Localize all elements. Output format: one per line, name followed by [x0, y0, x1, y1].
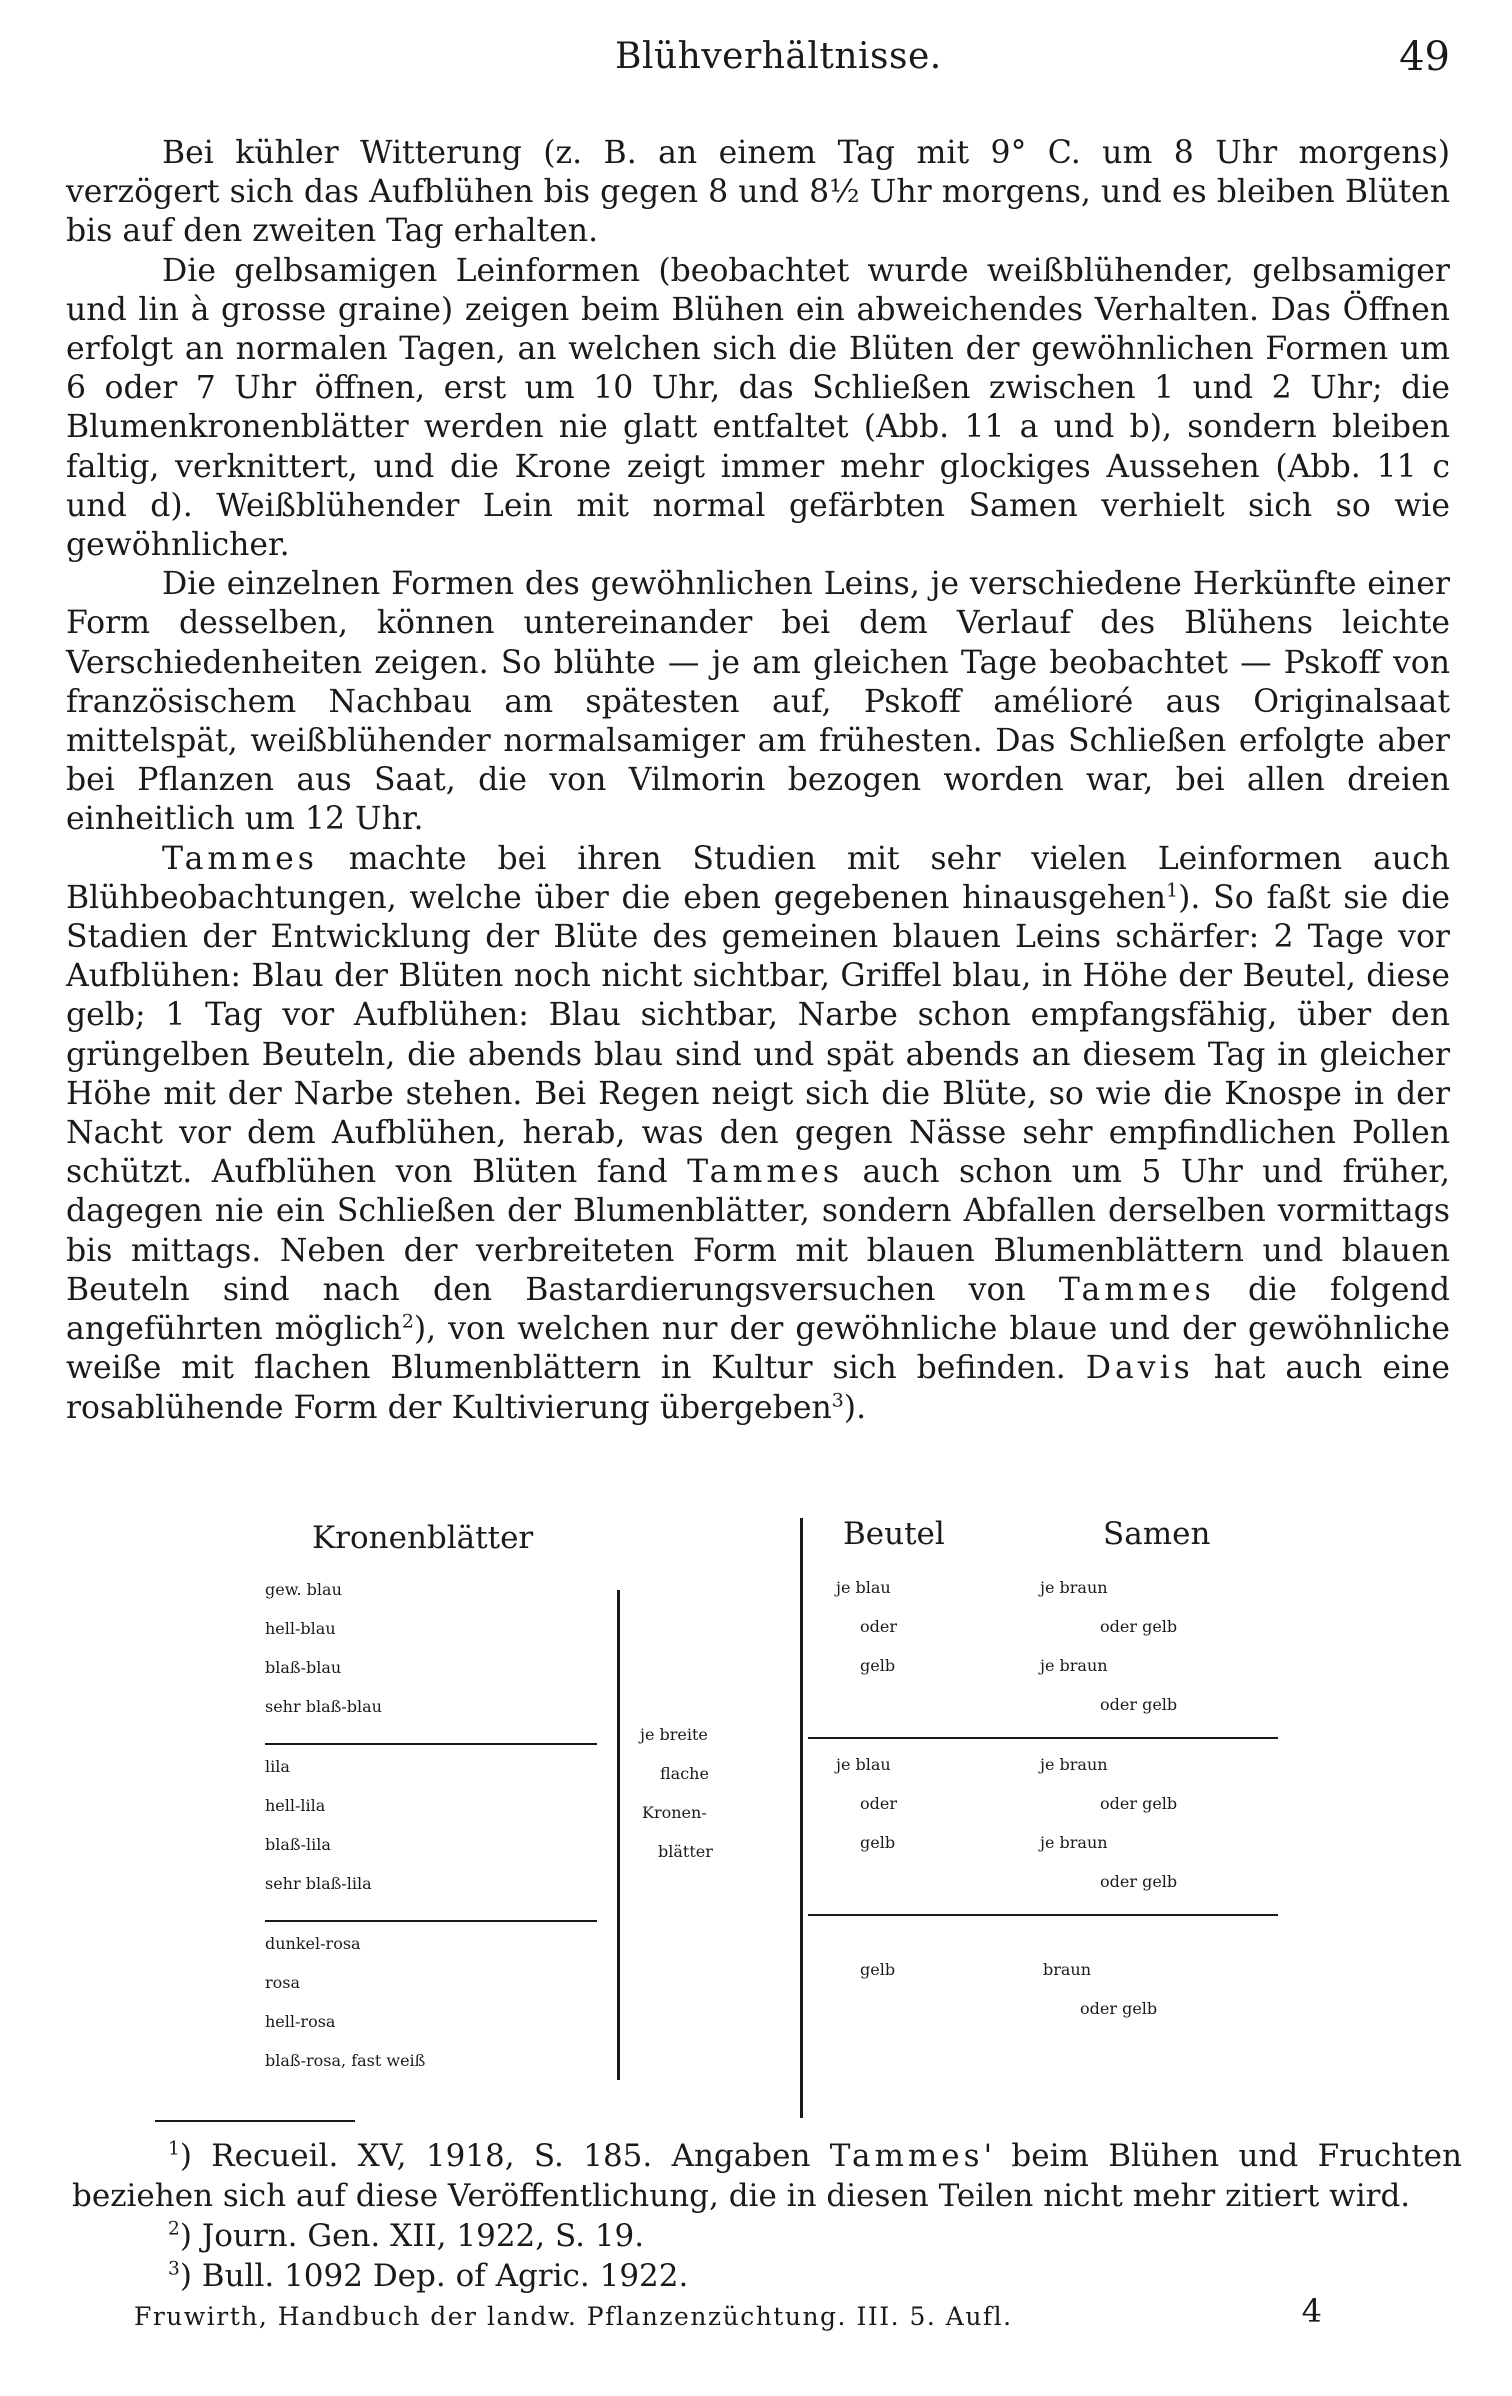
footnote-mark: 1	[168, 2138, 180, 2160]
petal-color: gew. blau	[265, 1580, 342, 1599]
text-run: ). So faßt sie die Stadien der Entwicklung der Blüte des gemeinen blauen Leins schärfer: 2 Tage vor Aufblühen: Blau der Blüten noch nicht sichtbar, Griffel blau, in Höhe der Beutel, diese gelb; 1 Tag vor Aufblühen: Blau sichtbar, Narbe schon empfangsfähig, über den grüngelben Beuteln, die abends blau sind und spät abends an diesem Tag in gleicher Höhe mit der Narbe stehen. Bei Regen neigt sich die Blüte, so wie die Knospe in der Nacht vor dem Aufblühen, herab, was den gegen Nässe sehr empfindlichen Pollen schützt. Aufblühen von Blüten fand	[66, 879, 1450, 1191]
table-header-anthers: Beutel	[843, 1516, 945, 1552]
row-divider	[808, 1737, 1278, 1739]
petal-color: blaß-blau	[265, 1658, 342, 1677]
author-name: Tammes	[162, 840, 318, 877]
footnote-text: ) Bull. 1092 Dep. of Agric. 1922.	[179, 2258, 689, 2294]
row-divider	[808, 1914, 1278, 1916]
anther-color: je blau	[836, 1578, 891, 1597]
footnote-mark: 2	[168, 2218, 180, 2240]
table-header-petals: Kronenblätter	[312, 1520, 534, 1556]
anther-color: gelb	[860, 1656, 896, 1675]
shape-note-line: blätter	[658, 1842, 713, 1861]
author-name: Tammes	[829, 2138, 984, 2174]
author-name: Tammes	[1058, 1271, 1215, 1308]
footnotes	[72, 2136, 1462, 2296]
seed-color: oder gelb	[1100, 1794, 1178, 1813]
petal-color: sehr blaß-lila	[265, 1874, 372, 1893]
page-footer: Fruwirth, Handbuch der landw. Pflanzenzüchtung. III. 5. Aufl.	[134, 2302, 1013, 2331]
brace-bracket	[607, 1590, 620, 2080]
footnote-ref: 2	[401, 1310, 414, 1333]
text-run: auch schon um 5 Uhr und früher, dagegen nie ein Schließen der Blumenblätter, sondern Abfallen derselben vormittags bis mittags. Neben der verbreiteten Form mit blauen Blumenblättern und blauen Beuteln sind nach den Bastardierungsversuchen von	[66, 1154, 1450, 1308]
text-run: machte bei ihren Studien mit sehr vielen Leinformen auch Blühbeobachtungen, welche über die eben gegebenen hinausgehen	[66, 840, 1451, 916]
petal-color: hell-blau	[265, 1619, 336, 1638]
running-head	[0, 30, 1512, 90]
footnote-ref: 3	[831, 1389, 844, 1411]
anther-color: gelb	[860, 1833, 896, 1852]
seed-color: je braun	[1040, 1755, 1108, 1774]
column-divider	[800, 1518, 803, 2118]
signature-mark: 4	[1301, 2292, 1322, 2330]
petal-color: hell-rosa	[265, 2012, 336, 2031]
petal-color: lila	[265, 1757, 290, 1776]
anther-color: je blau	[836, 1755, 891, 1774]
shape-note-line: flache	[660, 1764, 709, 1783]
seed-color: oder gelb	[1100, 1872, 1178, 1891]
footnote-text: ) Recueil. XV, 1918, S. 185. Angaben	[179, 2138, 811, 2174]
paragraph	[66, 840, 1450, 1428]
paragraph: Die gelbsamigen Leinformen (beobachtet wurde weißblühender, gelbsamiger und lin à grosse graine) zeigen beim Blühen ein abweichendes Verhalten. Das Öffnen erfolgt an normalen Tagen, an welchen sich die Blüten der gewöhnlichen Formen um 6 oder 7 Uhr öffnen, erst um 10 Uhr, das Schließen zwischen 1 und 2 Uhr; die Blumenkronenblätter werden nie glatt entfaltet (Abb. 11 a und b), sondern bleiben faltig, verknittert, und die Krone zeigt immer mehr glockiges Aussehen (Abb. 11 c und d). Weißblühender Lein mit normal gefärbten Samen verhielt sich so wie gewöhnlicher.	[66, 252, 1450, 564]
footnote	[72, 2136, 1462, 2216]
petal-color: rosa	[265, 1973, 301, 1992]
petal-color: dunkel-rosa	[265, 1934, 361, 1953]
seed-color: braun	[1043, 1960, 1092, 1979]
petal-color: blaß-rosa, fast weiß	[265, 2051, 426, 2070]
text-run: ), von welchen nur der gewöhnliche blaue und der gewöhnliche weiße mit flachen Blumenblättern in Kultur sich befinden.	[66, 1311, 1450, 1387]
footnote-ref: 1	[1166, 879, 1179, 902]
petal-color: sehr blaß-blau	[265, 1697, 382, 1716]
shape-note-line: je breite	[640, 1725, 708, 1744]
page-header-title: Blühverhältnisse.	[615, 36, 942, 77]
text-run: ).	[843, 1389, 867, 1426]
anther-color: oder	[860, 1794, 897, 1813]
shape-note-line: Kronen-	[642, 1803, 707, 1822]
row-divider	[265, 1920, 597, 1922]
footnote-text: ) Journ. Gen. XII, 1922, S. 19.	[179, 2218, 645, 2254]
seed-color: oder gelb	[1100, 1695, 1178, 1714]
author-name: Davis	[1085, 1350, 1194, 1387]
paragraph: Die einzelnen Formen des gewöhnlichen Leins, je verschiedene Herkünfte einer Form desselben, können untereinander bei dem Verlauf des Blühens leichte Verschiedenheiten zeigen. So blühte — je am gleichen Tage beobachtet — Pskoff von französischem Nachbau am spätesten auf, Pskoff amélioré aus Originalsaat mittelspät, weißblühender normalsamiger am frühesten. Das Schließen erfolgte aber bei Pflanzen aus Saat, die von Vilmorin bezogen worden war, bei allen dreien einheitlich um 12 Uhr.	[66, 566, 1450, 838]
anther-color: oder	[860, 1617, 897, 1636]
table-header-seeds: Samen	[1103, 1516, 1211, 1552]
row-divider	[265, 1743, 597, 1745]
footnote-text: ' beim Blühen und Fruchten beziehen sich auf diese Veröffentlichung, die in diesen Teilen nicht mehr zitiert wird.	[72, 2138, 1462, 2214]
anther-color: gelb	[860, 1960, 896, 1979]
seed-color: je braun	[1040, 1578, 1108, 1597]
seed-color: je braun	[1040, 1656, 1108, 1675]
seed-color: oder gelb	[1080, 1999, 1158, 2018]
paragraph: Bei kühler Witterung (z. B. an einem Tag mit 9° C. um 8 Uhr morgens) verzögert sich das Aufblühen bis gegen 8 und 8½ Uhr morgens, und es bleiben Blüten bis auf den zweiten Tag erhalten.	[66, 135, 1450, 250]
footnote	[72, 2216, 1462, 2256]
petal-color: blaß-lila	[265, 1835, 331, 1854]
footnote-rule	[155, 2120, 355, 2122]
seed-color: je braun	[1040, 1833, 1108, 1852]
body-text	[66, 134, 1450, 1428]
petal-color: hell-lila	[265, 1796, 326, 1815]
text-run: hat auch eine rosablühende Form der Kultivierung übergeben	[66, 1350, 1451, 1426]
seed-color: oder gelb	[1100, 1617, 1178, 1636]
text-run: die folgend angeführten möglich	[66, 1271, 1450, 1348]
footnote-mark: 3	[168, 2258, 180, 2280]
footnote	[72, 2256, 1462, 2296]
page-number: 49	[1399, 34, 1450, 80]
author-name: Tammes	[687, 1154, 844, 1191]
